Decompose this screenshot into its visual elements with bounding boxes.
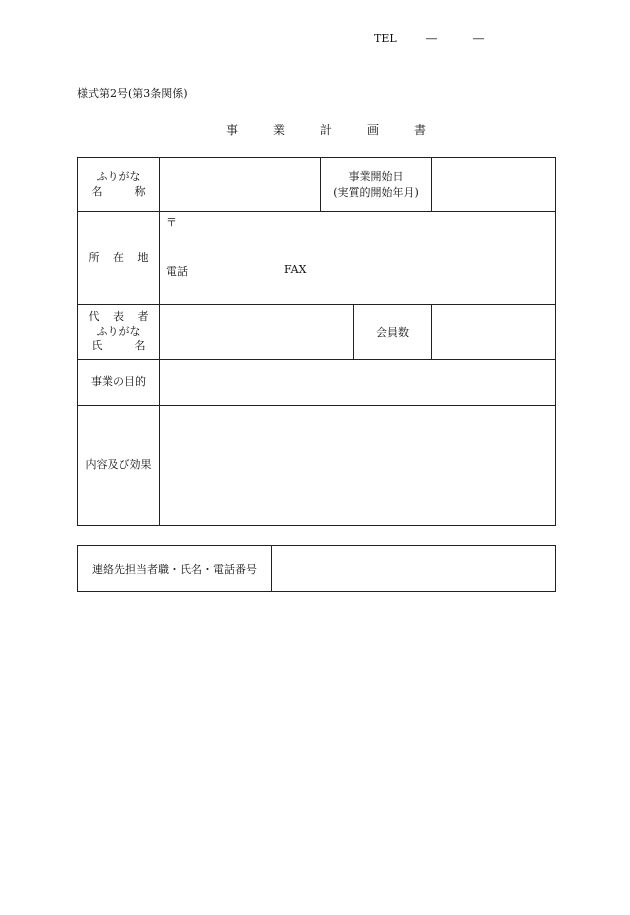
start-date-label-cell: [321, 158, 432, 211]
members-label-cell: [354, 305, 432, 359]
representative-label: 代 表 者: [88, 309, 149, 323]
business-plan-table: [77, 157, 556, 526]
purpose-field[interactable]: [160, 360, 555, 405]
contact-table: [77, 545, 556, 592]
contact-field[interactable]: [272, 546, 555, 591]
location-label-cell: [78, 212, 160, 304]
name-label: 名 称: [91, 184, 146, 198]
contact-label-cell: [78, 546, 272, 591]
start-date-label: 事業開始日: [348, 170, 404, 184]
furigana-label: ふりがな: [96, 169, 141, 183]
contact-label: 連絡先担当者職・氏名・電話番号: [92, 562, 257, 576]
title-char: 事: [226, 123, 239, 137]
content-field[interactable]: [160, 406, 555, 525]
content-label: 内容及び効果: [85, 458, 152, 472]
content-label-cell: [78, 406, 160, 525]
title-char: 書: [413, 123, 426, 137]
representative-row: [78, 305, 555, 360]
document-title: [226, 121, 426, 138]
start-date-field[interactable]: [432, 158, 555, 211]
postal-mark: 〒: [166, 216, 177, 229]
representative-label-cell: [78, 305, 160, 359]
name-row: [78, 158, 555, 212]
title-char: 画: [366, 123, 379, 137]
location-row: [78, 212, 555, 305]
start-date-sublabel: (実質的開始年月): [333, 185, 419, 199]
title-char: 業: [272, 123, 285, 137]
representative-furigana: ふりがな: [96, 324, 141, 338]
members-label: 会員数: [376, 326, 409, 339]
form-number: 様式第2号(第3条関係): [77, 87, 188, 100]
fax-label: FAX: [284, 263, 307, 276]
members-field[interactable]: [432, 305, 555, 359]
title-char: 計: [319, 123, 332, 137]
location-label: 所 在 地: [88, 250, 149, 264]
tel-dash: ―: [473, 32, 484, 45]
phone-label: 電話: [166, 265, 188, 278]
representative-field[interactable]: [160, 305, 354, 359]
name-field[interactable]: [160, 158, 321, 211]
tel-label: TEL: [374, 32, 397, 45]
purpose-label-cell: [78, 360, 160, 405]
purpose-label: 事業の目的: [91, 375, 146, 389]
name-label-cell: [78, 158, 160, 211]
purpose-row: [78, 360, 555, 406]
location-field[interactable]: [160, 212, 555, 304]
content-row: [78, 406, 555, 525]
tel-dash: ―: [426, 32, 437, 45]
representative-name-label: 氏 名: [91, 339, 146, 353]
